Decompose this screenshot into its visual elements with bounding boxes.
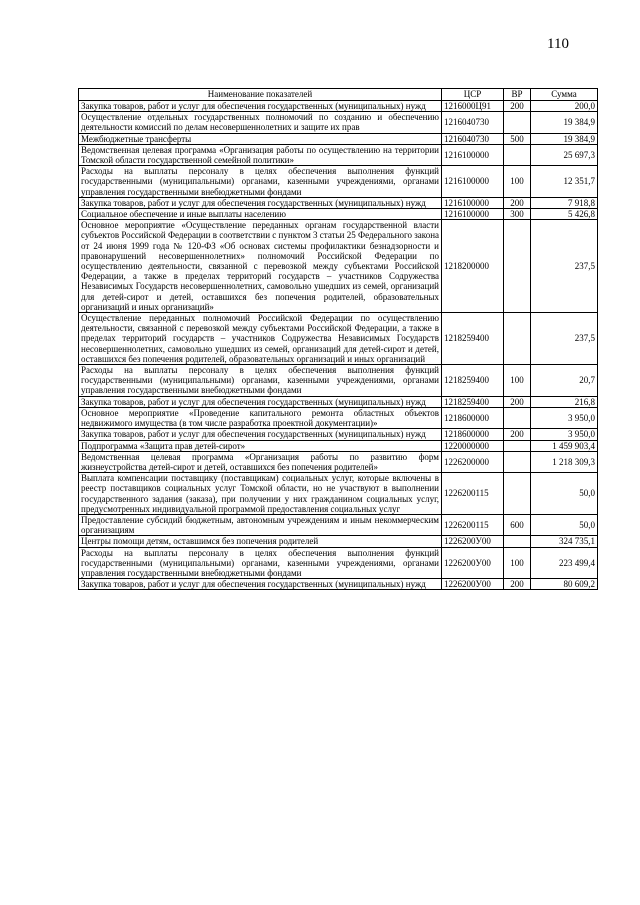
table-row bbox=[79, 473, 598, 515]
cell-sum: 200,0 bbox=[531, 101, 598, 112]
cell-csr: 1226200У00 bbox=[442, 547, 504, 579]
table-header-row bbox=[79, 89, 598, 101]
cell-sum: 5 426,8 bbox=[531, 209, 598, 220]
cell-vr bbox=[504, 112, 531, 133]
table-row bbox=[79, 536, 598, 547]
cell-csr: 1218259400 bbox=[442, 365, 504, 397]
table-row bbox=[79, 313, 598, 365]
cell-vr: 300 bbox=[504, 209, 531, 220]
cell-sum: 223 499,4 bbox=[531, 547, 598, 579]
page-number: 110 bbox=[547, 36, 569, 52]
cell-name: Центры помощи детям, оставшимся без попечения родителей bbox=[79, 536, 442, 547]
table-row bbox=[79, 209, 598, 220]
cell-sum: 7 918,8 bbox=[531, 197, 598, 208]
table-row bbox=[79, 514, 598, 535]
cell-sum: 1 459 903,4 bbox=[531, 440, 598, 451]
cell-vr bbox=[504, 536, 531, 547]
cell-vr: 200 bbox=[504, 429, 531, 440]
cell-name: Закупка товаров, работ и услуг для обеспечения государственных (муниципальных) нужд bbox=[79, 197, 442, 208]
table-row bbox=[79, 451, 598, 472]
cell-csr: 1226200115 bbox=[442, 473, 504, 515]
table-row bbox=[79, 101, 598, 112]
cell-name: Осуществление отдельных государственных полномочий по созданию и обеспечению деятельности комиссий по делам несовершеннолетних и защите их прав bbox=[79, 112, 442, 133]
cell-name: Осуществление переданных полномочий Российской Федерации по осуществлению деятельности, связанной с перевозкой между субъектами Российской Федерации, а также в пределах территорий государств – участников Содружества Независимых Государств несовершеннолетних, самовольно ушедших из семей, организаций для детей-сирот и детей, оставшихся без попечения родителей, образовательных организаций и иных организаций bbox=[79, 313, 442, 365]
cell-vr: 100 bbox=[504, 547, 531, 579]
cell-csr: 1216100000 bbox=[442, 209, 504, 220]
cell-name: Закупка товаров, работ и услуг для обеспечения государственных (муниципальных) нужд bbox=[79, 579, 442, 590]
table-row bbox=[79, 166, 598, 198]
cell-vr bbox=[504, 473, 531, 515]
cell-csr: 1226200000 bbox=[442, 451, 504, 472]
cell-sum: 324 735,1 bbox=[531, 536, 598, 547]
cell-csr: 1220000000 bbox=[442, 440, 504, 451]
cell-csr: 1218259400 bbox=[442, 396, 504, 407]
cell-name: Основное мероприятие «Проведение капитального ремонта областных объектов недвижимого имущества (в том числе разработка проектной документации)» bbox=[79, 407, 442, 428]
table-row bbox=[79, 112, 598, 133]
table-row bbox=[79, 197, 598, 208]
cell-sum: 3 950,0 bbox=[531, 429, 598, 440]
table-row bbox=[79, 220, 598, 313]
cell-sum: 216,8 bbox=[531, 396, 598, 407]
table-row bbox=[79, 547, 598, 579]
cell-sum: 50,0 bbox=[531, 514, 598, 535]
cell-vr: 500 bbox=[504, 133, 531, 144]
cell-vr: 200 bbox=[504, 579, 531, 590]
cell-csr: 1216100000 bbox=[442, 197, 504, 208]
cell-name: Закупка товаров, работ и услуг для обеспечения государственных (муниципальных) нужд bbox=[79, 101, 442, 112]
table-row bbox=[79, 144, 598, 165]
cell-csr: 1218600000 bbox=[442, 429, 504, 440]
cell-vr: 600 bbox=[504, 514, 531, 535]
cell-vr bbox=[504, 313, 531, 365]
cell-csr: 1218600000 bbox=[442, 407, 504, 428]
cell-sum: 20,7 bbox=[531, 365, 598, 397]
cell-csr: 1216100000 bbox=[442, 166, 504, 198]
cell-name: Расходы на выплаты персоналу в целях обеспечения выполнения функций государственными (муниципальными) органами, казенными учреждениями, органами управления государственными внебюджетными фондами bbox=[79, 166, 442, 198]
table-row bbox=[79, 440, 598, 451]
cell-csr: 1226200115 bbox=[442, 514, 504, 535]
table-row bbox=[79, 429, 598, 440]
cell-sum: 237,5 bbox=[531, 220, 598, 313]
cell-name: Расходы на выплаты персоналу в целях обеспечения выполнения функций государственными (муниципальными) органами, казенными учреждениями, органами управления государственными внебюджетными фондами bbox=[79, 365, 442, 397]
cell-sum: 50,0 bbox=[531, 473, 598, 515]
table-row bbox=[79, 407, 598, 428]
cell-name: Социальное обеспечение и иные выплаты населению bbox=[79, 209, 442, 220]
budget-table bbox=[78, 88, 598, 590]
cell-csr: 1226200У00 bbox=[442, 579, 504, 590]
cell-vr: 100 bbox=[504, 365, 531, 397]
cell-sum: 80 609,2 bbox=[531, 579, 598, 590]
cell-vr bbox=[504, 407, 531, 428]
cell-csr: 1216100000 bbox=[442, 144, 504, 165]
cell-csr: 1216040730 bbox=[442, 133, 504, 144]
header-sum: Сумма bbox=[531, 89, 598, 101]
cell-csr: 1226200У00 bbox=[442, 536, 504, 547]
cell-vr bbox=[504, 220, 531, 313]
cell-sum: 25 697,3 bbox=[531, 144, 598, 165]
header-name: Наименование показателей bbox=[79, 89, 442, 101]
table-row bbox=[79, 579, 598, 590]
cell-vr bbox=[504, 451, 531, 472]
table-row bbox=[79, 133, 598, 144]
cell-sum: 12 351,7 bbox=[531, 166, 598, 198]
header-csr: ЦСР bbox=[442, 89, 504, 101]
table-row bbox=[79, 396, 598, 407]
cell-sum: 1 218 309,3 bbox=[531, 451, 598, 472]
cell-name: Основное мероприятие «Осуществление переданных органам государственной власти субъектов Российской Федерации в соответствии с пунктом 3 статьи 25 Федерального закона от 24 июня 1999 года № 120-ФЗ «Об основах системы профилактики безнадзорности и правонарушений несовершеннолетних» полномочий Российской Федерации по осуществлению деятельности, связанной с перевозкой между субъектами Российской Федерации, а также в пределах территорий государств – участников Содружества Независимых Государств несовершеннолетних, самовольно ушедших из семей, организаций для детей-сирот и детей, оставшихся без попечения родителей, образовательных организаций и иных организаций» bbox=[79, 220, 442, 313]
header-vr: ВР bbox=[504, 89, 531, 101]
cell-name: Ведомственная целевая программа «Организация работы по осуществлению на территории Томской области государственной семейной политики» bbox=[79, 144, 442, 165]
cell-name: Предоставление субсидий бюджетным, автономным учреждениям и иным некоммерческим организациям bbox=[79, 514, 442, 535]
cell-sum: 237,5 bbox=[531, 313, 598, 365]
table-body bbox=[79, 101, 598, 590]
cell-vr: 200 bbox=[504, 197, 531, 208]
cell-name: Межбюджетные трансферты bbox=[79, 133, 442, 144]
cell-name: Ведомственная целевая программа «Организация работы по развитию форм жизнеустройства детей-сирот и детей, оставшихся без попечения родителей» bbox=[79, 451, 442, 472]
cell-sum: 19 384,9 bbox=[531, 112, 598, 133]
cell-csr: 1218259400 bbox=[442, 313, 504, 365]
cell-vr: 200 bbox=[504, 396, 531, 407]
cell-vr: 100 bbox=[504, 166, 531, 198]
cell-sum: 3 950,0 bbox=[531, 407, 598, 428]
cell-sum: 19 384,9 bbox=[531, 133, 598, 144]
cell-name: Закупка товаров, работ и услуг для обеспечения государственных (муниципальных) нужд bbox=[79, 429, 442, 440]
table-row bbox=[79, 365, 598, 397]
cell-name: Закупка товаров, работ и услуг для обеспечения государственных (муниципальных) нужд bbox=[79, 396, 442, 407]
cell-csr: 1218200000 bbox=[442, 220, 504, 313]
cell-csr: 1216000Ц91 bbox=[442, 101, 504, 112]
cell-name: Подпрограмма «Защита прав детей-сирот» bbox=[79, 440, 442, 451]
cell-vr bbox=[504, 440, 531, 451]
cell-vr bbox=[504, 144, 531, 165]
cell-name: Расходы на выплаты персоналу в целях обеспечения выполнения функций государственными (муниципальными) органами, казенными учреждениями, органами управления государственными внебюджетными фондами bbox=[79, 547, 442, 579]
cell-csr: 1216040730 bbox=[442, 112, 504, 133]
cell-vr: 200 bbox=[504, 101, 531, 112]
cell-name: Выплата компенсации поставщику (поставщикам) социальных услуг, которые включены в реестр поставщиков социальных услуг Томской области, но не участвуют в выполнении государственного задания (заказа), при получении у них гражданином социальных услуг, предусмотренных индивидуальной программой предоставления социальных услуг bbox=[79, 473, 442, 515]
